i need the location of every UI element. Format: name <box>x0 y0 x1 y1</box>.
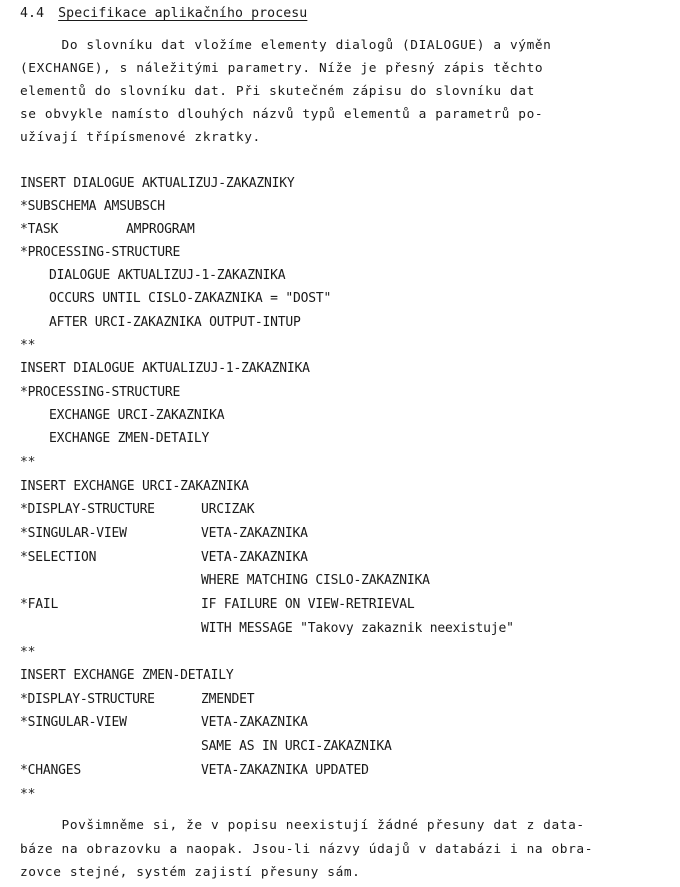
intro-paragraph-line: (EXCHANGE), s náležitými parametry. Níže je přesný zápis těchto <box>20 61 544 76</box>
code-structure-line: EXCHANGE URCI-ZAKAZNIKA <box>49 408 225 423</box>
code-display-structure-value: ZMENDET <box>201 692 255 707</box>
code-selection-value: VETA-ZAKAZNIKA <box>201 550 308 565</box>
code-changes-key: *CHANGES <box>20 763 82 778</box>
code-insert-exchange: INSERT EXCHANGE ZMEN-DETAILY <box>20 668 234 683</box>
code-changes-value: VETA-ZAKAZNIKA UPDATED <box>201 763 369 778</box>
code-fail-continuation: WITH MESSAGE "Takovy zakaznik neexistuje" <box>201 621 514 636</box>
intro-paragraph-line: elementů do slovníku dat. Při skutečném zápisu do slovníku dat <box>20 84 535 99</box>
code-task-value: AMPROGRAM <box>126 222 195 237</box>
code-processing-structure: *PROCESSING-STRUCTURE <box>20 245 181 260</box>
code-subschema: *SUBSCHEMA AMSUBSCH <box>20 199 165 214</box>
code-display-structure-key: *DISPLAY-STRUCTURE <box>20 692 155 707</box>
code-singular-view-continuation: SAME AS IN URCI-ZAKAZNIKA <box>201 739 392 754</box>
closing-paragraph-line: Povšimněme si, že v popisu neexistují žádné přesuny dat z data- <box>20 818 585 833</box>
code-fail-key: *FAIL <box>20 597 59 612</box>
code-singular-view-key: *SINGULAR-VIEW <box>20 715 127 730</box>
code-structure-line: OCCURS UNTIL CISLO-ZAKAZNIKA = "DOST" <box>49 291 332 306</box>
code-structure-line: EXCHANGE ZMEN-DETAILY <box>49 431 210 446</box>
code-display-structure-value: URCIZAK <box>201 502 255 517</box>
code-insert-dialogue: INSERT DIALOGUE AKTUALIZUJ-1-ZAKAZNIKA <box>20 361 310 376</box>
code-end-marker: ** <box>20 787 36 802</box>
intro-paragraph-line: se obvykle namísto dlouhých názvů typů elementů a parametrů po- <box>20 107 544 122</box>
code-insert-dialogue: INSERT DIALOGUE AKTUALIZUJ-ZAKAZNIKY <box>20 176 295 191</box>
intro-paragraph-line: užívají třípísmenové zkratky. <box>20 130 261 145</box>
code-end-marker: ** <box>20 455 36 470</box>
code-selection-key: *SELECTION <box>20 550 97 565</box>
closing-paragraph-line: báze na obrazovku a naopak. Jsou-li názvy údajů v databázi i na obra- <box>20 842 594 857</box>
closing-paragraph-line: zovce stejné, systém zajistí přesuny sám. <box>20 865 361 880</box>
code-insert-exchange: INSERT EXCHANGE URCI-ZAKAZNIKA <box>20 479 249 494</box>
code-structure-line: DIALOGUE AKTUALIZUJ-1-ZAKAZNIKA <box>49 268 286 283</box>
code-singular-view-key: *SINGULAR-VIEW <box>20 526 127 541</box>
code-fail-value: IF FAILURE ON VIEW-RETRIEVAL <box>201 597 415 612</box>
code-singular-view-value: VETA-ZAKAZNIKA <box>201 715 308 730</box>
code-processing-structure: *PROCESSING-STRUCTURE <box>20 385 181 400</box>
code-task-key: *TASK <box>20 222 59 237</box>
section-title: Specifikace aplikačního procesu <box>58 6 308 21</box>
intro-paragraph-line: Do slovníku dat vložíme elementy dialogů (DIALOGUE) a výměn <box>20 38 552 53</box>
code-end-marker: ** <box>20 338 36 353</box>
code-selection-continuation: WHERE MATCHING CISLO-ZAKAZNIKA <box>201 573 430 588</box>
section-number: 4.4 <box>20 6 45 21</box>
code-display-structure-key: *DISPLAY-STRUCTURE <box>20 502 155 517</box>
section-heading <box>20 6 307 22</box>
code-structure-line: AFTER URCI-ZAKAZNIKA OUTPUT-INTUP <box>49 315 301 330</box>
code-singular-view-value: VETA-ZAKAZNIKA <box>201 526 308 541</box>
code-end-marker: ** <box>20 645 36 660</box>
